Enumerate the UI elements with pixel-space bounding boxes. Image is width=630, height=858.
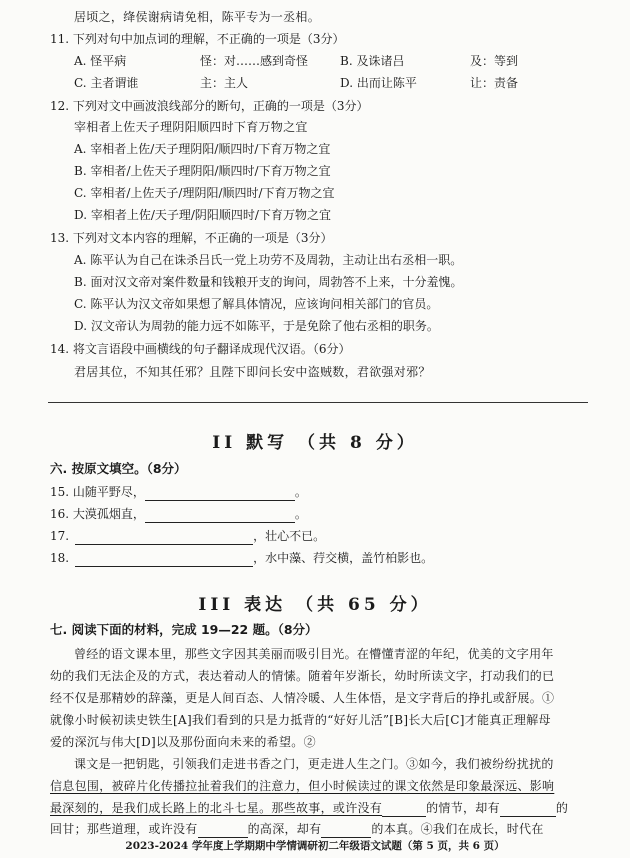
para-line-6: 课文是一把钥匙，引领我们走进书香之门，更走进人生之门。③如今，我们被纷纷扰扰的	[74, 757, 554, 771]
para-line-8-text: 最深刻的，是我们成长路上的北斗七星。那些故事，或许没有	[50, 801, 383, 815]
para-blank-2[interactable]	[500, 804, 556, 817]
q12-sentence: 宰相者上佐天子理阴阳顺四时下育万物之宜	[74, 120, 308, 134]
fill-15-blank[interactable]	[145, 488, 295, 501]
fill-17-text: 17.	[50, 529, 70, 543]
q13-option-d: D. 汉文帝认为周勃的能力远不如陈平，于是免除了他右丞相的职务。	[74, 319, 439, 333]
para-line-8-mid: 的情节，却有	[426, 801, 500, 815]
para-line-2: 幼的我们无法企及的方式，表达着动人的情愫。随着年岁渐长，幼时所读文字，打动我们的已	[50, 669, 555, 683]
fill-17	[50, 527, 325, 545]
q11-option-d-explain: 让：责备	[470, 76, 519, 90]
section-6-heading: 六. 按原文填空。（8分）	[50, 461, 187, 476]
fill-16-blank[interactable]	[145, 510, 295, 523]
fill-18-end: ，水中藻、荇交横，盖竹柏影也。	[253, 551, 434, 565]
fill-15-text: 15. 山随平野尽，	[50, 485, 145, 499]
fill-15	[50, 483, 307, 501]
section-7-heading: 七. 阅读下面的材料，完成 19—22 题。（8分）	[50, 622, 318, 637]
q14-sentence: 君居其位，不知其任邪？且陛下即问长安中盗贼数，君欲强对邪？	[74, 365, 431, 379]
passage-last-line: 居顷之，绛侯谢病请免相，陈平专为一丞相。	[74, 10, 321, 24]
question-12: 12. 下列对文中画波浪线部分的断句，正确的一项是（3分）	[50, 99, 369, 113]
para-line-9-end: 的本真。④我们在成长，时代在	[371, 822, 544, 836]
para-blank-3[interactable]	[198, 825, 248, 838]
para-blank-1[interactable]	[382, 804, 426, 817]
fill-18	[50, 549, 433, 567]
q12-option-b: B. 宰相者/上佐天子理阴阳/顺四时/下育万物之宜	[74, 164, 331, 178]
q12-option-d: D. 宰相者上佐/天子理/阴阳顺四时/下育万物之宜	[74, 208, 331, 222]
q11-option-c: C. 主者谓谁	[74, 76, 139, 90]
para-line-7: 信息包围，被碎片化传播拉扯着我们的注意力，但小时候读过的课文依然是印象最深远、影响	[50, 779, 555, 793]
para-blank-4[interactable]	[321, 825, 371, 838]
para-line-1: 曾经的语文课本里，那些文字因其美丽而吸引目光。在懵懂青涩的年纪，优美的文字用年	[74, 647, 554, 661]
para-line-3: 经不仅是那精妙的辞藻，更是人间百态、人情冷暖、人生体悟，是文字背后的挣扎或舒展。①	[50, 691, 555, 705]
para-line-9	[50, 820, 544, 838]
question-14: 14. 将文言语段中画横线的句子翻译成现代汉语。（6分）	[50, 342, 351, 356]
para-line-4: 就像小时候初读史铁生[A]我们看到的只是力抵背的“好好儿活”[B]长大后[C]才能真正理解母	[50, 713, 551, 727]
fill-18-text: 18.	[50, 551, 70, 565]
fill-17-end: ，壮心不已。	[253, 529, 326, 543]
section-3-title: III 表达 （共 65 分）	[198, 595, 432, 615]
q12-option-a: A. 宰相者上佐/天子理阴阳/顺四时/下育万物之宜	[74, 142, 331, 156]
fill-15-end: 。	[294, 485, 307, 499]
q12-option-c: C. 宰相者/上佐天子/理阴阳/顺四时/下育万物之宜	[74, 186, 335, 200]
fill-16	[50, 505, 307, 523]
para-line-8-end: 的	[555, 801, 569, 815]
para-line-5: 爱的深沉与伟大[D]以及那份面向未来的希望。②	[50, 735, 316, 749]
para-line-8	[50, 799, 568, 817]
fill-18-blank[interactable]	[75, 554, 253, 567]
q11-option-b: B. 及诛诸吕	[340, 54, 405, 68]
q13-option-a: A. 陈平认为自己在诛杀吕氏一党上功劳不及周勃，主动让出右丞相一职。	[74, 253, 463, 267]
fill-16-text: 16. 大漠孤烟直，	[50, 507, 145, 521]
question-11: 11. 下列对句中加点词的理解，不正确的一项是（3分）	[50, 32, 345, 46]
q11-option-b-explain: 及：等到	[470, 54, 519, 68]
page-footer: 2023-2024 学年度上学期期中学情调研初二年级语文试题（第 5 页，共 6 页）	[125, 840, 505, 852]
q11-option-a-explain: 怪：对……感到奇怪	[200, 54, 309, 68]
para-line-9-text: 回甘；那些道理，或许没有	[50, 822, 198, 836]
q13-option-b: B. 面对汉文帝对案件数量和钱粮开支的询问，周勃答不上来，十分羞愧。	[74, 275, 463, 289]
q11-option-a: A. 怪平病	[74, 54, 127, 68]
question-13: 13. 下列对文本内容的理解，不正确的一项是（3分）	[50, 231, 333, 245]
fill-17-blank[interactable]	[75, 532, 253, 545]
section-2-title: II 默写 （共 8 分）	[212, 433, 418, 453]
para-line-9-mid: 的高深，却有	[247, 822, 322, 836]
q11-option-c-explain: 主：主人	[200, 76, 249, 90]
q13-option-c: C. 陈平认为汉文帝如果想了解具体情况，应该询问相关部门的官员。	[74, 297, 439, 311]
q11-option-d: D. 出而让陈平	[340, 76, 417, 90]
answer-line	[48, 402, 588, 403]
fill-16-end: 。	[294, 507, 307, 521]
